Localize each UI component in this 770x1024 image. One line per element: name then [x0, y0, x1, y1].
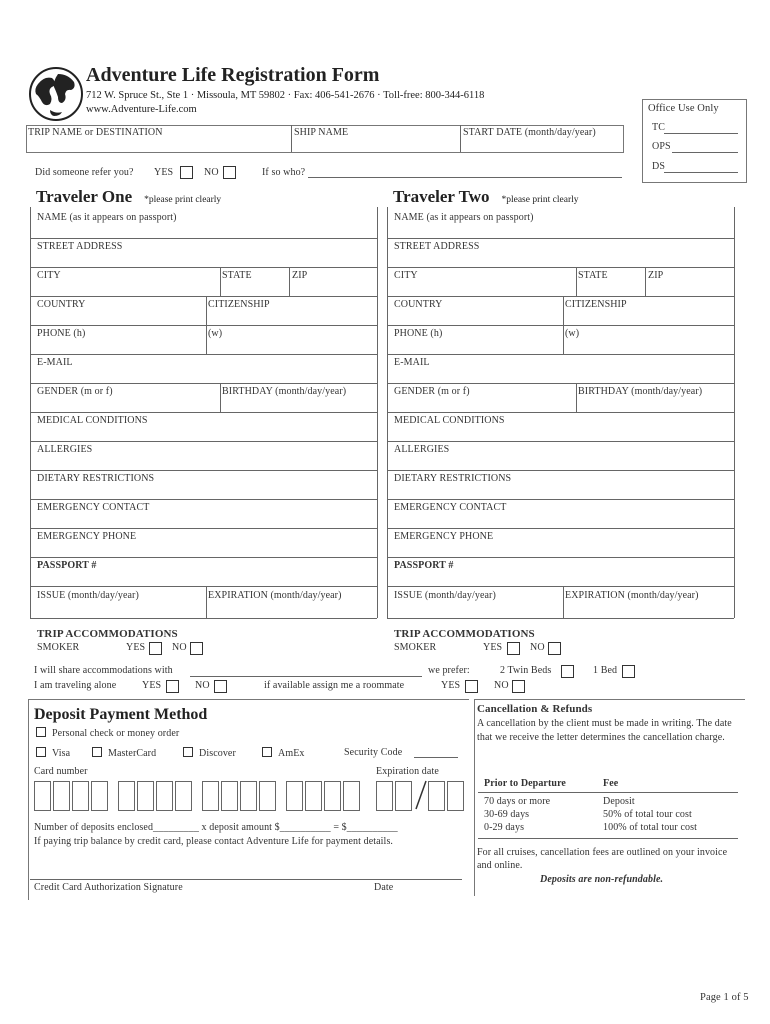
- card-digit-box[interactable]: [137, 781, 154, 811]
- t2-issue-field[interactable]: ISSUE (month/day/year): [394, 590, 496, 601]
- card-digit-box[interactable]: [240, 781, 257, 811]
- t2-medical-field[interactable]: MEDICAL CONDITIONS: [394, 415, 505, 426]
- mastercard-checkbox[interactable]: [92, 747, 102, 757]
- roommate-no-label: NO: [494, 680, 509, 691]
- card-digit-box[interactable]: [175, 781, 192, 811]
- office-ds: DS: [652, 161, 665, 172]
- cruise-note: For all cruises, cancellation fees are outlined on your invoice and online.: [477, 847, 728, 871]
- expiration-date-label: Expiration date: [376, 766, 439, 777]
- deposit-title: Deposit Payment Method: [34, 706, 208, 723]
- t1-issue-field[interactable]: ISSUE (month/day/year): [37, 590, 139, 601]
- cancel-row-fee: 100% of total tour cost: [603, 822, 697, 833]
- t2-country-field[interactable]: COUNTRY: [394, 299, 443, 310]
- t2-smoker-no-label: NO: [530, 642, 545, 653]
- alone-yes-checkbox[interactable]: [166, 680, 179, 693]
- balance-note: If paying trip balance by credit card, please contact Adventure Life for payment details.: [34, 836, 394, 847]
- t2-emergency-contact-field[interactable]: EMERGENCY CONTACT: [394, 502, 507, 513]
- referral-question: Did someone refer you?: [35, 167, 134, 178]
- t2-zip-field[interactable]: ZIP: [648, 270, 664, 281]
- office-ops-line: [672, 152, 738, 153]
- cancel-row-period: 0-29 days: [484, 822, 525, 833]
- form-title: Adventure Life Registration Form: [86, 64, 380, 86]
- share-with-line[interactable]: [190, 676, 422, 677]
- traveler-two-title: Traveler Two: [393, 187, 490, 206]
- amex-label: AmEx: [278, 748, 305, 759]
- referral-yes-checkbox[interactable]: [180, 166, 193, 179]
- slash-icon: [414, 779, 428, 816]
- t2-city-field[interactable]: CITY: [394, 270, 418, 281]
- traveler-two-header: [393, 187, 579, 207]
- card-digit-box[interactable]: [53, 781, 70, 811]
- card-digit-box[interactable]: [91, 781, 108, 811]
- visa-checkbox[interactable]: [36, 747, 46, 757]
- cancel-row-fee: Deposit: [603, 796, 635, 807]
- referral-yes-label: YES: [154, 167, 174, 178]
- security-code-line[interactable]: [414, 757, 458, 758]
- discover-label: Discover: [199, 748, 236, 759]
- t1-country-field[interactable]: COUNTRY: [37, 299, 86, 310]
- t2-passport-field[interactable]: PASSPORT #: [394, 560, 454, 571]
- traveler-one-header: [36, 187, 221, 207]
- one-bed-checkbox[interactable]: [622, 665, 635, 678]
- t1-citizenship-field[interactable]: CITIZENSHIP: [208, 299, 270, 310]
- t1-passport-field[interactable]: PASSPORT #: [37, 560, 97, 571]
- twin-beds-checkbox[interactable]: [561, 665, 574, 678]
- referral-who-label: If so who?: [262, 167, 306, 178]
- t2-smoker-no-checkbox[interactable]: [548, 642, 561, 655]
- traveler-two-note: *please print clearly: [501, 195, 579, 205]
- referral-who-line[interactable]: [308, 177, 622, 178]
- t1-allergies-field[interactable]: ALLERGIES: [37, 444, 93, 455]
- alone-yes-label: YES: [142, 680, 162, 691]
- cancel-row-period: 70 days or more: [484, 796, 551, 807]
- globe-logo: [28, 66, 84, 122]
- office-tc: TC: [652, 122, 665, 133]
- t2-smoker-yes-label: YES: [483, 642, 503, 653]
- t2-street-field[interactable]: STREET ADDRESS: [394, 241, 480, 252]
- t2-allergies-field[interactable]: ALLERGIES: [394, 444, 450, 455]
- prefer-label: we prefer:: [428, 665, 470, 676]
- one-bed-label: 1 Bed: [593, 665, 618, 676]
- t1-medical-field[interactable]: MEDICAL CONDITIONS: [37, 415, 148, 426]
- t1-gender-field[interactable]: GENDER (m or f): [37, 386, 113, 397]
- t2-gender-field[interactable]: GENDER (m or f): [394, 386, 470, 397]
- cancel-col-prior: Prior to Departure: [484, 778, 566, 789]
- referral-no-label: NO: [204, 167, 219, 178]
- office-use-title: Office Use Only: [648, 103, 719, 114]
- signature-label: Credit Card Authorization Signature: [34, 882, 183, 893]
- card-digit-box[interactable]: [286, 781, 303, 811]
- t1-smoker-yes-checkbox[interactable]: [149, 642, 162, 655]
- visa-option[interactable]: [36, 747, 70, 759]
- t1-state-field[interactable]: STATE: [222, 270, 252, 281]
- card-digit-box[interactable]: [343, 781, 360, 811]
- address-line: 712 W. Spruce St., Ste 1 · Missoula, MT 59802 · Fax: 406-541-2676 · Toll-free: 800-344-6118: [86, 90, 485, 101]
- deposit-check-option[interactable]: [36, 727, 179, 739]
- exp-digit-box[interactable]: [395, 781, 412, 811]
- t1-emergency-contact-field[interactable]: EMERGENCY CONTACT: [37, 502, 150, 513]
- t1-smoker-no-checkbox[interactable]: [190, 642, 203, 655]
- alone-no-checkbox[interactable]: [214, 680, 227, 693]
- check-label: Personal check or money order: [52, 728, 180, 739]
- roommate-yes-checkbox[interactable]: [465, 680, 478, 693]
- t1-phone-h-field[interactable]: PHONE (h): [37, 328, 86, 339]
- t2-dietary-field[interactable]: DIETARY RESTRICTIONS: [394, 473, 512, 484]
- date-label: Date: [374, 882, 394, 893]
- twin-beds-label: 2 Twin Beds: [500, 665, 552, 676]
- trip-destination-field[interactable]: TRIP NAME or DESTINATION: [28, 127, 163, 138]
- t2-birthday-field[interactable]: BIRTHDAY (month/day/year): [578, 386, 703, 397]
- mastercard-option[interactable]: [92, 747, 156, 759]
- t1-smoker-no-label: NO: [172, 642, 187, 653]
- office-ds-line: [664, 172, 738, 173]
- cancellation-text: A cancellation by the client must be made in writing. The date that we receive the letter determines the cancellation charge.: [477, 718, 732, 743]
- amex-checkbox[interactable]: [262, 747, 272, 757]
- t1-email-field[interactable]: E-MAIL: [37, 357, 73, 368]
- t1-zip-field[interactable]: ZIP: [292, 270, 308, 281]
- visa-label: Visa: [52, 748, 71, 759]
- card-digit-box[interactable]: [305, 781, 322, 811]
- card-digit-box[interactable]: [202, 781, 219, 811]
- discover-checkbox[interactable]: [183, 747, 193, 757]
- deposit-calculation[interactable]: Number of deposits enclosed_________ x deposit amount $__________ = $__________: [34, 822, 398, 833]
- t1-emergency-phone-field[interactable]: EMERGENCY PHONE: [37, 531, 137, 542]
- card-digit-box[interactable]: [34, 781, 51, 811]
- t2-email-field[interactable]: E-MAIL: [394, 357, 430, 368]
- t1-accommodations-title: TRIP ACCOMMODATIONS: [37, 628, 178, 640]
- t1-city-field[interactable]: CITY: [37, 270, 61, 281]
- t2-phone-w-field[interactable]: (w): [565, 328, 580, 339]
- ship-name-field[interactable]: SHIP NAME: [294, 127, 349, 138]
- exp-digit-box[interactable]: [428, 781, 445, 811]
- referral-no-checkbox[interactable]: [223, 166, 236, 179]
- alone-no-label: NO: [195, 680, 210, 691]
- t1-birthday-field[interactable]: BIRTHDAY (month/day/year): [222, 386, 347, 397]
- share-label: I will share accommodations with: [34, 665, 173, 676]
- t2-expiration-field[interactable]: EXPIRATION (month/day/year): [565, 590, 699, 601]
- roommate-no-checkbox[interactable]: [512, 680, 525, 693]
- office-tc-line: [664, 133, 738, 134]
- cancel-row-period: 30-69 days: [484, 809, 530, 820]
- t1-smoker-label: SMOKER: [37, 642, 80, 653]
- start-date-field[interactable]: START DATE (month/day/year): [463, 127, 596, 138]
- t1-expiration-field[interactable]: EXPIRATION (month/day/year): [208, 590, 342, 601]
- check-checkbox[interactable]: [36, 727, 46, 737]
- card-digit-box[interactable]: [156, 781, 173, 811]
- t2-name-field[interactable]: NAME (as it appears on passport): [394, 212, 534, 223]
- t2-phone-h-field[interactable]: PHONE (h): [394, 328, 443, 339]
- amex-option[interactable]: [262, 747, 305, 759]
- t1-phone-w-field[interactable]: (w): [208, 328, 223, 339]
- cancellation-title: Cancellation & Refunds: [477, 703, 593, 715]
- cancel-col-fee: Fee: [603, 778, 619, 789]
- card-digit-box[interactable]: [259, 781, 276, 811]
- exp-digit-box[interactable]: [376, 781, 393, 811]
- t2-smoker-label: SMOKER: [394, 642, 437, 653]
- t2-citizenship-field[interactable]: CITIZENSHIP: [565, 299, 627, 310]
- t2-accommodations-title: TRIP ACCOMMODATIONS: [394, 628, 535, 640]
- t1-smoker-yes-label: YES: [126, 642, 146, 653]
- t1-dietary-field[interactable]: DIETARY RESTRICTIONS: [37, 473, 155, 484]
- roommate-yes-label: YES: [441, 680, 461, 691]
- t2-emergency-phone-field[interactable]: EMERGENCY PHONE: [394, 531, 494, 542]
- page-number: Page 1 of 5: [700, 992, 749, 1003]
- website: www.Adventure-Life.com: [86, 104, 197, 115]
- card-digit-box[interactable]: [118, 781, 135, 811]
- t2-smoker-yes-checkbox[interactable]: [507, 642, 520, 655]
- card-digit-box[interactable]: [221, 781, 238, 811]
- traveler-one-title: Traveler One: [36, 187, 133, 206]
- card-digit-box[interactable]: [324, 781, 341, 811]
- exp-digit-box[interactable]: [447, 781, 464, 811]
- discover-option[interactable]: [183, 747, 236, 759]
- security-code-label: Security Code: [344, 747, 403, 758]
- t1-street-field[interactable]: STREET ADDRESS: [37, 241, 123, 252]
- cancel-row-fee: 50% of total tour cost: [603, 809, 692, 820]
- card-number-label: Card number: [34, 766, 88, 777]
- signature-line[interactable]: [30, 879, 462, 880]
- mastercard-label: MasterCard: [108, 748, 157, 759]
- nonrefundable-note: Deposits are non-refundable.: [540, 874, 664, 885]
- office-ops: OPS: [652, 141, 671, 152]
- traveler-one-note: *please print clearly: [144, 195, 222, 205]
- t2-state-field[interactable]: STATE: [578, 270, 608, 281]
- t1-name-field[interactable]: NAME (as it appears on passport): [37, 212, 177, 223]
- roommate-label: if available assign me a roommate: [264, 680, 405, 691]
- card-digit-box[interactable]: [72, 781, 89, 811]
- alone-label: I am traveling alone: [34, 680, 117, 691]
